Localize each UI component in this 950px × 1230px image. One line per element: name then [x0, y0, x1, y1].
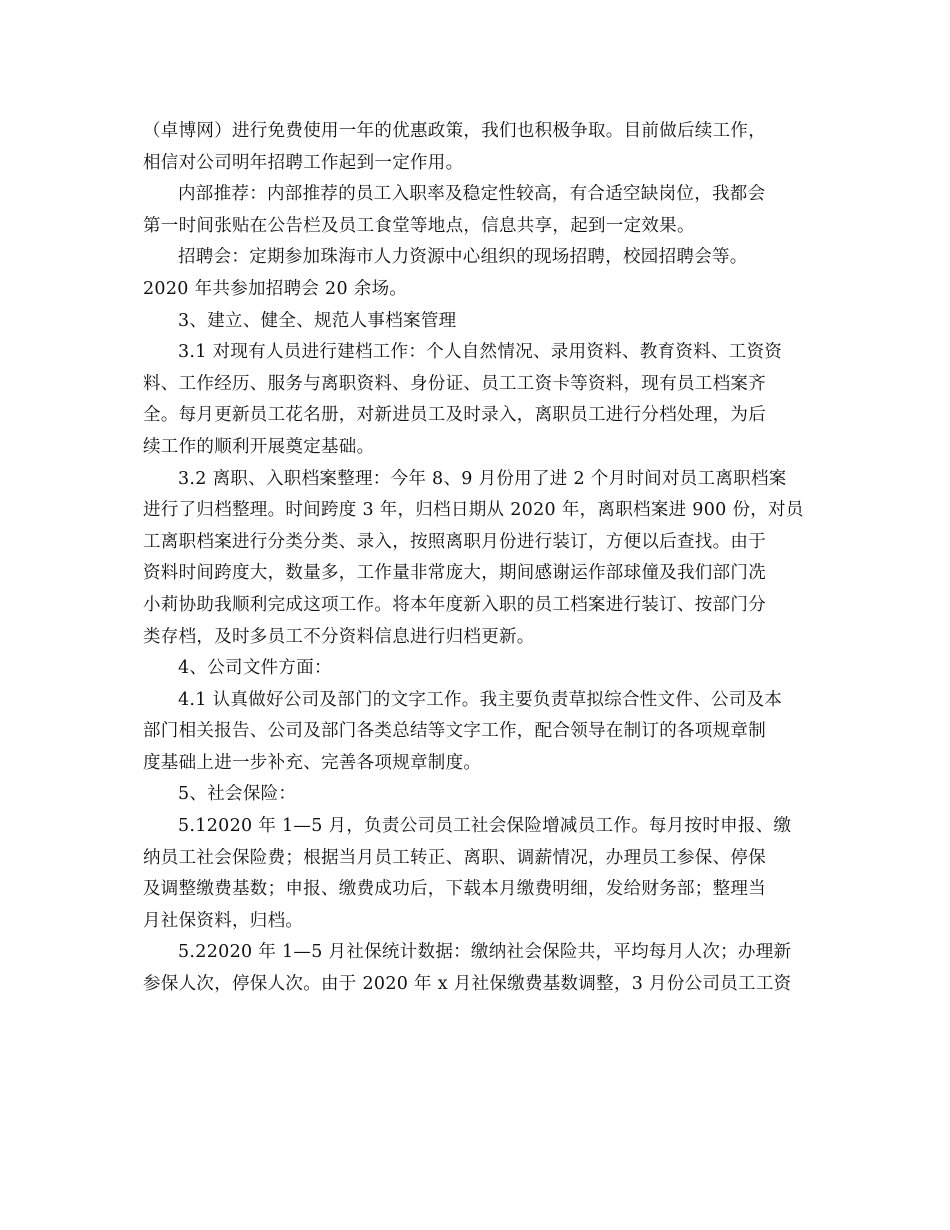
text-line: 5.12020 年 1—5 月，负责公司员工社会保险增减员工作。每月按时申报、缴 — [178, 816, 792, 837]
text-line: 参保人次，停保人次。由于 2020 年 x 月社保缴费基数调整，3 月份公司员工工资 — [143, 974, 792, 995]
text-line: 料、工作经历、服务与离职资料、身份证、员工工资卡等资料，现有员工档案齐 — [143, 373, 766, 394]
text-line: 2020 年共参加招聘会 20 余场。 — [143, 278, 408, 299]
text-line: 进行了归档整理。时间跨度 3 年，归档日期从 2020 年，离职档案进 900 份，对员 — [143, 500, 804, 521]
text-line: 招聘会：定期参加珠海市人力资源中心组织的现场招聘，校园招聘会等。 — [178, 247, 748, 268]
text-line: 部门相关报告、公司及部门各类总结等文字工作，配合领导在制订的各项规章制 — [143, 721, 766, 742]
text-line: 相信对公司明年招聘工作起到一定作用。 — [143, 152, 464, 173]
text-line: （卓博网）进行免费使用一年的优惠政策，我们也积极争取。目前做后续工作， — [143, 121, 766, 141]
text-line: 及调整缴费基数；申报、缴费成功后，下载本月缴费明细，发给财务部；整理当 — [143, 879, 766, 900]
text-line: 纳员工社会保险费；根据当月员工转正、离职、调薪情况，办理员工参保、停保 — [143, 847, 766, 868]
document-body — [143, 116, 803, 1001]
text-line: 第一时间张贴在公告栏及员工食堂等地点，信息共享，起到一定效果。 — [143, 215, 695, 236]
text-line: 资料时间跨度大，数量多，工作量非常庞大，期间感谢运作部球僮及我们部门冼 — [143, 563, 766, 584]
text-line: 3、建立、健全、规范人事档案管理 — [178, 310, 457, 331]
text-line: 4.1 认真做好公司及部门的文字工作。我主要负责草拟综合性文件、公司及本 — [178, 689, 783, 710]
text-line: 小莉协助我顺利完成这项工作。将本年度新入职的员工档案进行装订、按部门分 — [143, 594, 766, 615]
text-line: 工离职档案进行分类分类、录入，按照离职月份进行装订，方便以后查找。由于 — [143, 531, 766, 552]
text-line: 5、社会保险： — [178, 784, 297, 805]
text-line: 4、公司文件方面： — [178, 658, 332, 679]
text-line: 5.22020 年 1—5 月社保统计数据：缴纳社会保险共，平均每月人次；办理新 — [178, 942, 792, 963]
text-line: 月社保资料，归档。 — [143, 910, 304, 931]
text-line: 度基础上进一步补充、完善各项规章制度。 — [143, 752, 482, 773]
text-line: 3.2 离职、入职档案整理：今年 8、9 月份用了进 2 个月时间对员工离职档案 — [178, 468, 787, 489]
text-line: 全。每月更新员工花名册，对新进员工及时录入，离职员工进行分档处理，为后 — [143, 405, 766, 426]
text-line: 类存档，及时多员工不分资料信息进行归档更新。 — [143, 626, 535, 647]
text-line: 内部推荐：内部推荐的员工入职率及稳定性较高，有合适空缺岗位，我都会 — [178, 184, 766, 205]
text-line: 续工作的顺利开展奠定基础。 — [143, 436, 375, 457]
text-line: 3.1 对现有人员进行建档工作：个人自然情况、录用资料、教育资料、工资资 — [178, 342, 783, 363]
